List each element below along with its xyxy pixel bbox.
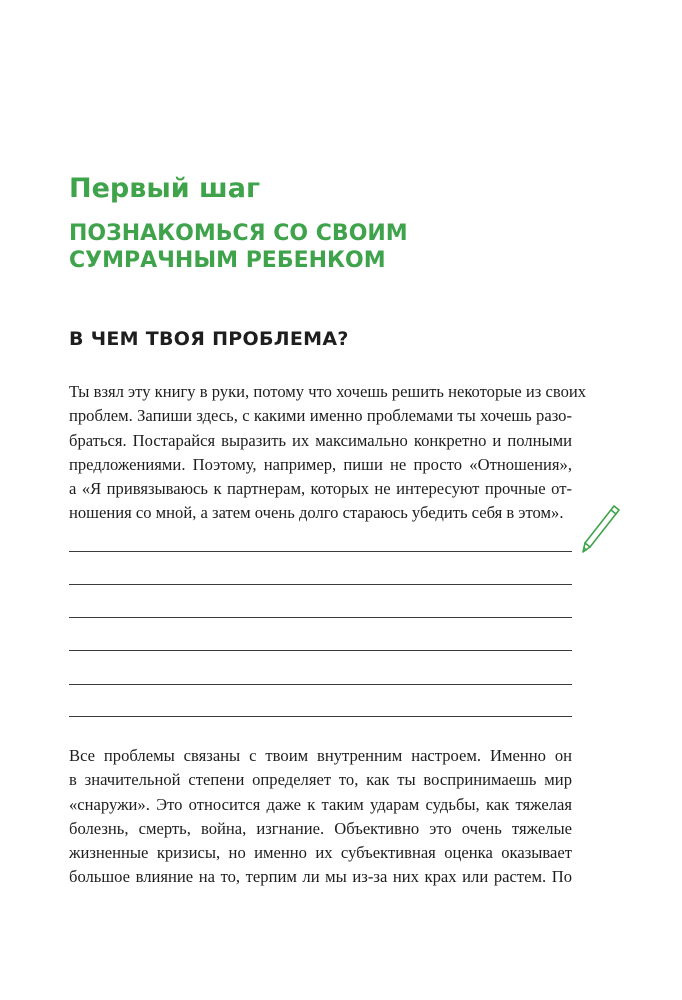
writing-line[interactable] (69, 716, 572, 717)
writing-line[interactable] (69, 617, 572, 618)
text-line: ношения со мной, а затем очень долго стараюсь убедить себя в этом». (69, 503, 564, 523)
section-heading: В ЧЕМ ТВОЯ ПРОБЛЕМА? (69, 328, 349, 350)
text-line: Ты взял эту книгу в руки, потому что хочешь решить некоторые из своих (69, 382, 587, 401)
pencil-icon (580, 503, 622, 555)
text-line: браться. Постарайся выразить их максимально конкретно и полными (69, 430, 572, 450)
body-paragraph (69, 744, 572, 890)
writing-line[interactable] (69, 684, 572, 685)
text-line: жизненные кризисы, но именно их субъективная оценка оказывает (69, 843, 572, 863)
writing-line[interactable] (69, 584, 572, 585)
text-line: в значительной степени определяет то, как ты воспринимаешь мир (69, 770, 572, 790)
writing-line[interactable] (69, 551, 572, 552)
text-line: а «Я привязываюсь к партнерам, которых не интересуют прочные от- (69, 479, 572, 499)
subtitle-line-2: СУМРАЧНЫМ РЕБЕНКОМ (69, 248, 386, 273)
chapter-subtitle (69, 220, 408, 274)
text-line: большое влияние на то, терпим ли мы из-за них крах или растем. По (69, 867, 572, 887)
text-line: проблем. Запиши здесь, с какими именно проблемами ты хочешь разо- (69, 406, 572, 426)
text-line: предложениями. Поэтому, например, пиши не просто «Отношения», (69, 454, 572, 474)
subtitle-line-1: ПОЗНАКОМЬСЯ СО СВОИМ (69, 221, 408, 246)
step-title: Первый шаг (69, 173, 261, 204)
writing-line[interactable] (69, 650, 572, 651)
text-line: «снаружи». Это относится даже к таким ударам судьбы, как тяжелая (69, 794, 572, 814)
text-line: болезнь, смерть, война, изгнание. Объективно это очень тяжелые (69, 818, 572, 838)
intro-paragraph (69, 380, 587, 526)
text-line: Все проблемы связаны с твоим внутренним настроем. Именно он (69, 746, 572, 765)
